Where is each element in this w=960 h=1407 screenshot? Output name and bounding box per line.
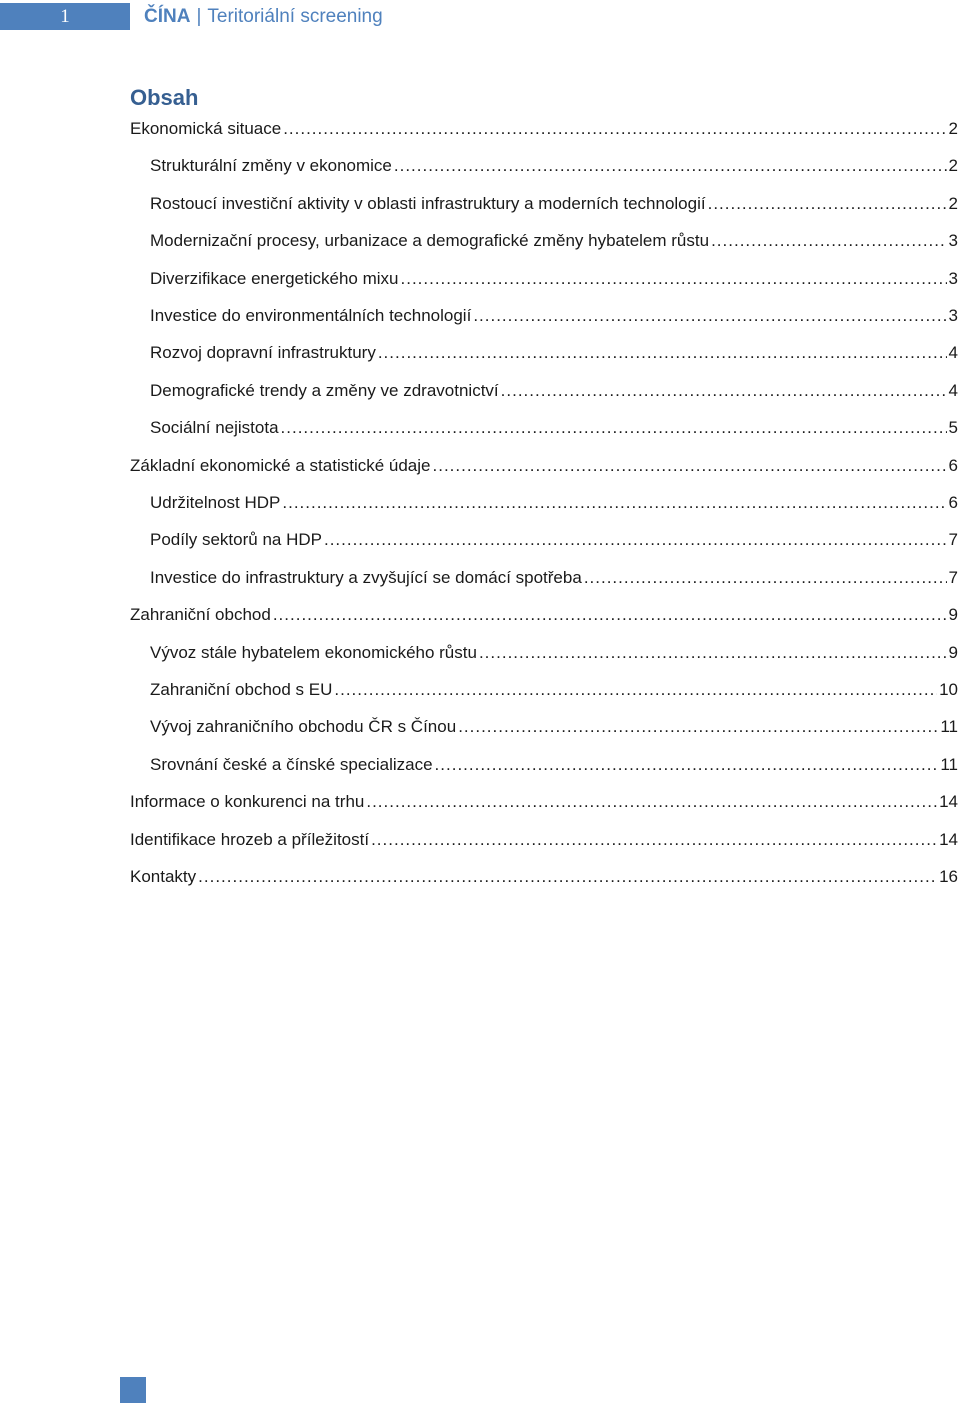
page-header: [0, 0, 960, 36]
toc-entry-page: 2: [948, 193, 958, 213]
toc-entry[interactable]: [150, 752, 958, 778]
toc-entry[interactable]: [150, 228, 958, 254]
toc-dot-leader: [394, 153, 947, 179]
toc-entry[interactable]: [130, 789, 958, 815]
toc-dot-leader: [433, 453, 947, 479]
toc-dot-leader: [334, 677, 937, 703]
toc-entry-page: 3: [948, 268, 958, 288]
toc-dot-leader: [281, 415, 947, 441]
toc-entry-page: 3: [948, 306, 958, 325]
toc-entry-page: 11: [940, 754, 958, 774]
toc-entry-text: Demografické trendy a změny ve zdravotnictví: [150, 380, 499, 400]
toc-entry-page: 7: [948, 567, 958, 587]
toc-entry-text: Zahraniční obchod s EU: [150, 680, 333, 699]
toc-entry[interactable]: [150, 527, 958, 553]
header-title: [144, 5, 383, 29]
header-country: ČÍNA: [144, 6, 191, 27]
page-number: 1: [60, 6, 70, 27]
toc-entry[interactable]: [150, 303, 958, 329]
toc-dot-leader: [282, 490, 946, 516]
toc-entry-page: 6: [948, 455, 958, 475]
toc-dot-leader: [711, 228, 946, 254]
page-number-box: [0, 3, 130, 30]
toc-dot-leader: [378, 340, 947, 366]
toc-entry-text: Základní ekonomické a statistické údaje: [130, 455, 431, 475]
toc-dot-leader: [198, 864, 937, 890]
toc-entry-text: Modernizační procesy, urbanizace a demografické změny hybatelem růstu: [150, 231, 710, 251]
toc-dot-leader: [273, 602, 947, 628]
toc-entry-text: Strukturální změny v ekonomice: [150, 156, 392, 176]
toc-dot-leader: [501, 378, 947, 404]
toc-entry-text: Ekonomická situace: [130, 119, 282, 138]
toc-entry-page: 4: [948, 380, 958, 400]
toc-dot-leader: [366, 789, 937, 815]
toc-entry[interactable]: [150, 714, 958, 740]
toc-entry-page: 5: [948, 418, 958, 438]
toc-entry-text: Investice do environmentálních technologií: [150, 306, 472, 325]
toc-entry-text: Podíly sektorů na HDP: [150, 530, 322, 550]
toc-entry[interactable]: [150, 378, 958, 404]
toc-dot-leader: [324, 527, 947, 553]
toc-entry-page: 4: [948, 343, 958, 363]
toc-entry[interactable]: [150, 153, 958, 179]
toc-entry[interactable]: [130, 453, 958, 479]
toc-entry-page: 16: [939, 867, 958, 886]
toc-entry-text: Kontakty: [130, 867, 197, 886]
toc-title: Obsah: [130, 85, 199, 110]
toc-entry-page: 11: [940, 717, 958, 737]
toc-dot-leader: [458, 714, 938, 740]
toc-dot-leader: [473, 303, 946, 329]
toc-entry-text: Informace o konkurenci na trhu: [130, 792, 365, 812]
toc-entry-page: 14: [939, 792, 958, 812]
footer-square: [120, 1377, 146, 1403]
toc-entry[interactable]: [150, 191, 958, 217]
toc-entry-text: Udržitelnost HDP: [150, 493, 281, 512]
header-separator: |: [196, 6, 202, 27]
toc-entry-text: Rozvoj dopravní infrastruktury: [150, 343, 376, 363]
toc-entry-text: Zahraniční obchod: [130, 605, 271, 625]
toc-entry-text: Sociální nejistota: [150, 418, 279, 438]
toc-entry-page: 6: [948, 493, 958, 512]
toc-entry[interactable]: [150, 677, 958, 703]
toc-entry-text: Identifikace hrozeb a příležitostí: [130, 829, 370, 849]
toc-entry-page: 9: [948, 642, 958, 662]
toc-entry-text: Investice do infrastruktury a zvyšující se domácí spotřeba: [150, 567, 582, 587]
toc-entry[interactable]: [130, 864, 958, 890]
toc-entry[interactable]: [150, 490, 958, 516]
toc-entry-text: Srovnání české a čínské specializace: [150, 754, 433, 774]
toc-entry[interactable]: [150, 340, 958, 366]
toc-dot-leader: [283, 116, 946, 142]
toc-entry-text: Diverzifikace energetického mixu: [150, 268, 399, 288]
toc-entry[interactable]: [150, 266, 958, 292]
toc-dot-leader: [401, 266, 947, 292]
toc-entry[interactable]: [130, 602, 958, 628]
toc-entry-page: 3: [948, 231, 958, 251]
toc-entry-page: 2: [948, 156, 958, 176]
toc-entry-page: 7: [948, 530, 958, 550]
toc-dot-leader: [479, 640, 947, 666]
toc-entry-page: 10: [939, 680, 958, 699]
toc-entry-page: 2: [948, 119, 958, 138]
toc-dot-leader: [371, 827, 937, 853]
toc-entry-text: Vývoj zahraničního obchodu ČR s Čínou: [150, 717, 457, 737]
header-subtitle: Teritoriální screening: [207, 6, 383, 27]
toc-entry-page: 9: [948, 605, 958, 625]
toc-dot-leader: [708, 191, 947, 217]
toc-dot-leader: [584, 565, 947, 591]
toc-entry[interactable]: [130, 827, 958, 853]
toc-dot-leader: [435, 752, 939, 778]
toc-entry[interactable]: [150, 565, 958, 591]
toc-entry-text: Vývoz stále hybatelem ekonomického růstu: [150, 642, 477, 662]
toc-entry-text: Rostoucí investiční aktivity v oblasti infrastruktury a moderních technologií: [150, 193, 706, 213]
toc-entry[interactable]: [130, 116, 958, 142]
toc-entry[interactable]: [150, 415, 958, 441]
toc-entry[interactable]: [150, 640, 958, 666]
toc-entry-page: 14: [939, 829, 958, 849]
